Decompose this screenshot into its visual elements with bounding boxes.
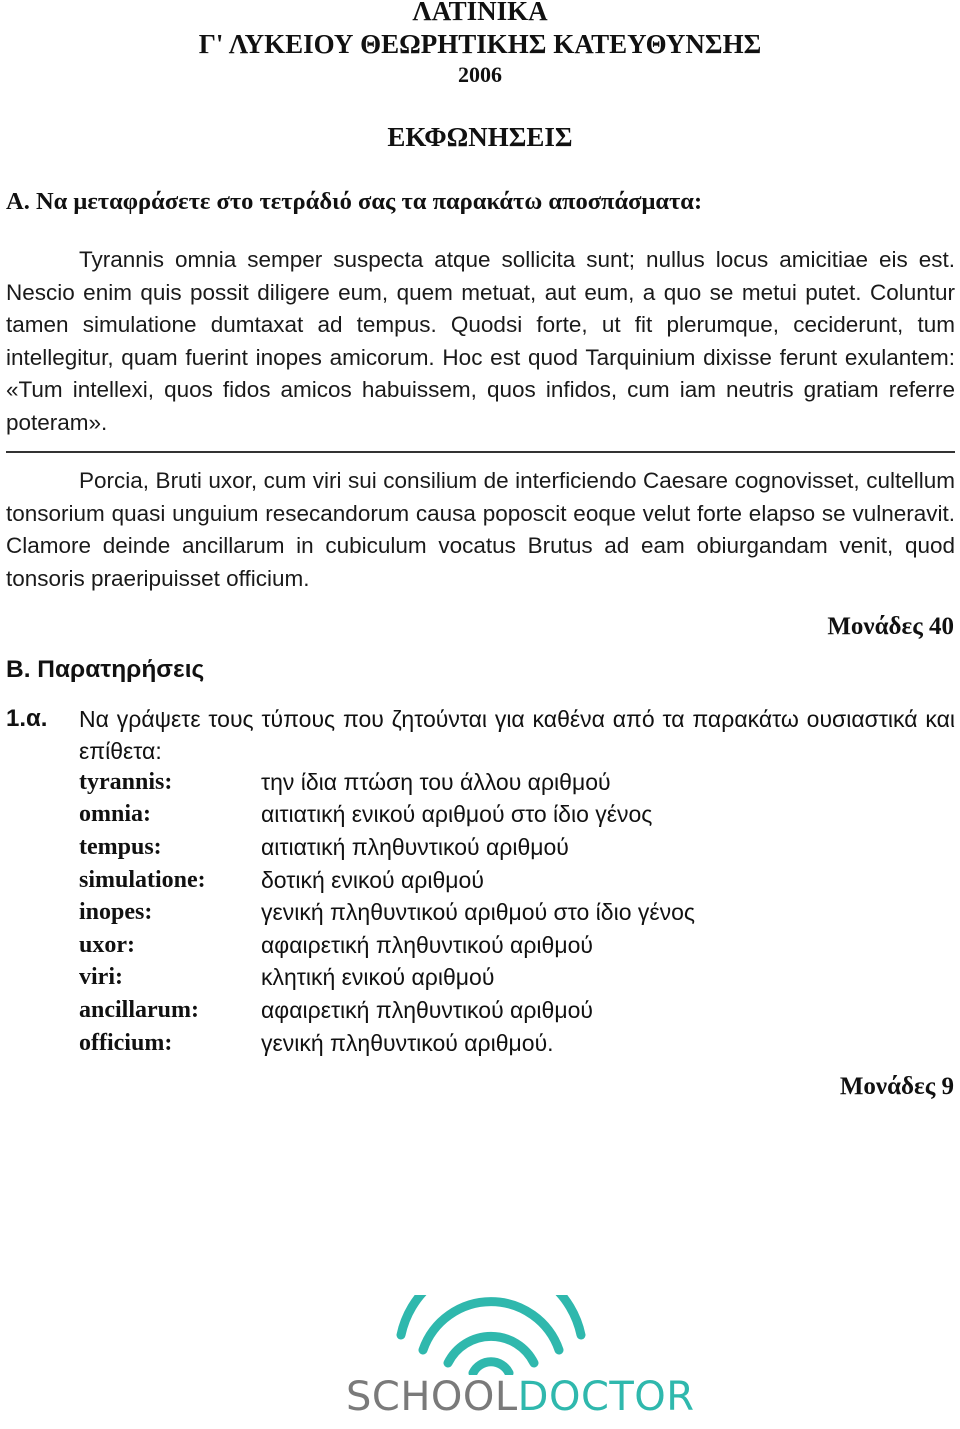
term-word: officium: <box>79 1029 173 1056</box>
term-word: inopes: <box>79 899 153 926</box>
logo-doctor-text: DOCTOR <box>517 1374 695 1420</box>
term-form: αιτιατική ενικού αριθμού στο ίδιο γένος <box>261 801 653 828</box>
term-row <box>79 1027 955 1060</box>
term-word: omnia: <box>79 801 151 828</box>
term-word: uxor: <box>79 931 135 958</box>
question-text: Να γράψετε τους τύπους που ζητούνται για καθένα από τα παρακάτω ουσιαστικά και επίθετα: <box>79 706 955 764</box>
term-row <box>79 896 955 929</box>
term-word: tempus: <box>79 833 162 860</box>
term-form: αφαιρετική πληθυντικού αριθμού <box>261 931 593 958</box>
term-form: αιτιατική πληθυντικού αριθμού <box>261 833 569 860</box>
term-row <box>79 766 955 799</box>
subject-title: ΛΑΤΙΝΙΚΑ <box>412 0 548 26</box>
term-form: δοτική ενικού αριθμού <box>261 866 484 893</box>
term-word: tyrannis: <box>79 768 173 795</box>
term-form: κλητική ενικού αριθμού <box>261 964 495 991</box>
wifi-signal-icon <box>381 1295 601 1375</box>
term-form: γενική πληθυντικού αριθμού. <box>261 1029 554 1056</box>
term-row <box>79 864 955 897</box>
score-section-b: Μονάδες 9 <box>839 1073 954 1100</box>
latin-passage-1: Tyrannis omnia semper suspecta atque sollicita sunt; nullus locus amicitiae eis est. Nescio enim quis possit diligere eum, quem metuat, aut eum, a quo se metui putet. Coluntur tamen simulatione dumtaxat ad tempus. Quodsi forte, ut fit plerumque, ceciderunt, tum intellegitur, quam fuerint inopes amicorum. Hoc est quod Tarquinium dixisse ferunt exulantem: «Tum intellexi, quos fidos amicos habuissem, quos infidos, cum iam neutris gratiam referre poteram». <box>6 247 955 435</box>
term-row <box>79 831 955 864</box>
passage-divider <box>6 451 955 453</box>
translation-instruction: A. Να μεταφράσετε στο τετράδιό σας τα παρακάτω αποσπάσματα: <box>6 188 703 215</box>
term-word: viri: <box>79 964 123 991</box>
logo-school-text: SCHOOL <box>346 1374 518 1420</box>
schooldoctor-logo <box>346 1295 695 1425</box>
term-word: simulatione: <box>79 866 206 893</box>
question-number: 1.α. <box>6 705 48 732</box>
exam-year: 2006 <box>458 62 502 87</box>
latin-passage-2: Porcia, Bruti uxor, cum viri sui consilium de interficiendo Caesare cognovisset, cultellum tonsorium quasi unguium resecandorum causa poposcit eoque velut forte elapso se vulneravit. Clamore deinde ancillarum in cubiculum vocatus Brutus ad eam obiurgandam venit, quod tonsoris praeripuisset officium. <box>6 468 955 591</box>
term-row <box>79 929 955 962</box>
term-row <box>79 799 955 832</box>
term-form: γενική πληθυντικού αριθμού στο ίδιο γένος <box>261 899 696 926</box>
score-section-a: Μονάδες 40 <box>827 613 954 640</box>
terms-list <box>79 766 955 1059</box>
section-heading: ΕΚΦΩΝΗΣΕΙΣ <box>387 122 573 152</box>
logo-wordmark <box>346 1373 695 1421</box>
term-form: αφαιρετική πληθυντικού αριθμού <box>261 996 593 1023</box>
track-title: Γ' ΛΥΚΕΙΟΥ ΘΕΩΡΗΤΙΚΗΣ ΚΑΤΕΥΘΥΝΣΗΣ <box>198 29 762 59</box>
section-b-title: B. Παρατηρήσεις <box>6 656 205 683</box>
term-word: ancillarum: <box>79 996 199 1023</box>
term-form: την ίδια πτώση του άλλου αριθμού <box>261 768 611 795</box>
term-row <box>79 994 955 1027</box>
term-row <box>79 962 955 995</box>
